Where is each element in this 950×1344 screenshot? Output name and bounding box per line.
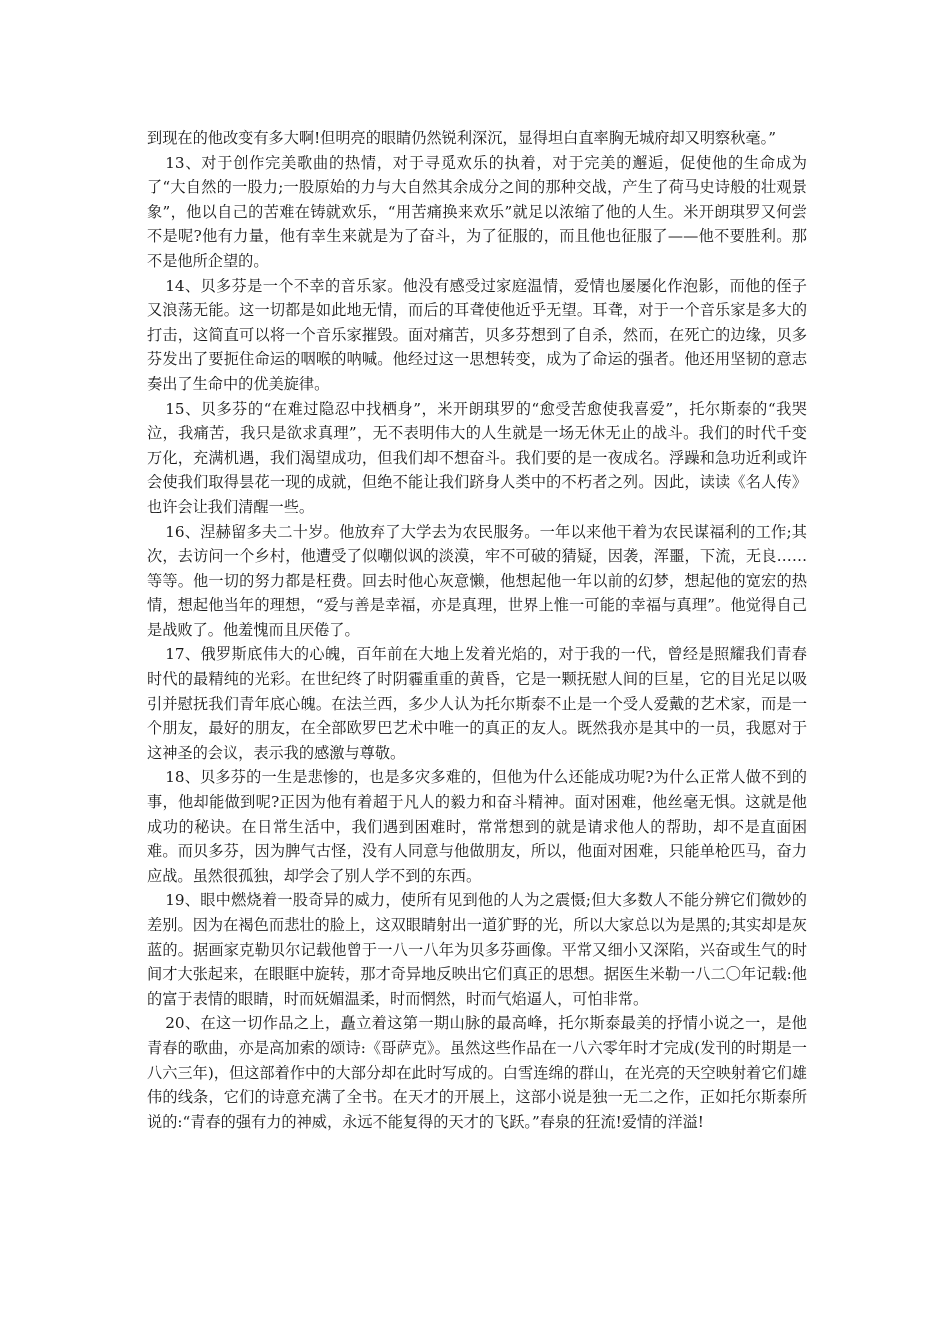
paragraph-16: 16、涅赫留多夫二十岁。他放弃了大学去为农民服务。一年以来他干着为农民谋福利的工作;其次，去访问一个乡村，他遭受了似嘲似讽的淡漠，牢不可破的猜疑，因袭，浑噩，下流，无良……等等。他一切的努力都是枉费。回去时他心灰意懒，他想起他一年以前的幻梦，想起他的宽宏的热情，想起他当年的理想，“爱与善是幸福，亦是真理，世界上惟一可能的幸福与真理”。他觉得自己是战败了。他羞愧而且厌倦了。 xyxy=(147,522,807,639)
paragraph-continuation: 到现在的他改变有多大啊!但明亮的眼睛仍然锐利深沉，显得坦白直率胸无城府却又明察秋毫。” xyxy=(147,129,776,147)
paragraph-14: 14、贝多芬是一个不幸的音乐家。他没有感受过家庭温情，爱情也屡屡化作泡影，而他的侄子又浪荡无能。这一切都是如此地无情，而后的耳聋使他近乎无望。耳聋，对于一个音乐家是多大的打击，这简直可以将一个音乐家摧毁。面对痛苦，贝多芬想到了自杀，然而，在死亡的边缘，贝多芬发出了要扼住命运的咽喉的呐喊。他经过这一思想转变，成为了命运的强者。他还用坚韧的意志奏出了生命中的优美旋律。 xyxy=(147,276,807,393)
paragraph-13: 13、对于创作完美歌曲的热情，对于寻觅欢乐的执着，对于完美的邂逅，促使他的生命成为了“大自然的一股力;一股原始的力与大自然其余成分之间的那种交战，产生了荷马史诗般的壮观景象”，他以自己的苦难在铸就欢乐，“用苦痛换来欢乐”就足以浓缩了他的人生。米开朗琪罗又何尝不是呢?他有力量，他有幸生来就是为了奋斗，为了征服的，而且他也征服了——他不要胜利。那不是他所企望的。 xyxy=(147,153,807,270)
paragraph-19: 19、眼中燃烧着一股奇异的威力，使所有见到他的人为之震慑;但大多数人不能分辨它们微妙的差别。因为在褐色而悲壮的脸上，这双眼睛射出一道犷野的光，所以大家总以为是黑的;其实却是灰蓝的。据画家克勒贝尔记载他曾于一八一八年为贝多芬画像。平常又细小又深陷，兴奋或生气的时间才大张起来，在眼眶中旋转，那才奇异地反映出它们真正的思想。据医生米勒一八二〇年记载:他的富于表情的眼睛，时而妩媚温柔，时而惘然，时而气焰逼人，可怕非常。 xyxy=(147,891,807,1008)
paragraph-17: 17、俄罗斯底伟大的心魄，百年前在大地上发着光焰的，对于我的一代，曾经是照耀我们青春时代的最精纯的光彩。在世纪终了时阴霾重重的黄昏，它是一颗抚慰人间的巨星，它的目光足以吸引并慰抚我们青年底心魄。在法兰西，多少人认为托尔斯泰不止是一个受人爱戴的艺术家，而是一个朋友，最好的朋友，在全部欧罗巴艺术中唯一的真正的友人。既然我亦是其中的一员，我愿对于这神圣的会议，表示我的感激与尊敬。 xyxy=(147,645,807,762)
paragraph-15: 15、贝多芬的“在难过隐忍中找栖身”，米开朗琪罗的“愈受苦愈使我喜爱”，托尔斯泰的“我哭泣，我痛苦，我只是欲求真理”，无不表明伟大的人生就是一场无休无止的战斗。我们的时代千变万化，充满机遇，我们渴望成功，但我们却不想奋斗。我们要的是一夜成名。浮躁和急功近利或许会使我们取得昙花一现的成就，但绝不能让我们跻身人类中的不朽者之列。因此，读读《名人传》也许会让我们清醒一些。 xyxy=(147,399,807,516)
paragraph-20: 20、在这一切作品之上，矗立着这第一期山脉的最高峰，托尔斯泰最美的抒情小说之一，是他青春的歌曲，亦是高加索的颂诗:《哥萨克》。虽然这些作品在一八六零年时才完成(发刊的时期是一八六三年)，但这部着作中的大部分却在此时写成的。白雪连绵的群山，在光亮的天空映射着它们雄伟的线条，它们的诗意充满了全书。在天才的开展上，这部小说是独一无二之作，正如托尔斯泰所说的:“青春的强有力的神威，永远不能复得的天才的飞跃。”春泉的狂流!爱情的洋溢! xyxy=(147,1014,807,1131)
document-body xyxy=(147,126,807,1134)
paragraph-18: 18、贝多芬的一生是悲惨的，也是多灾多难的，但他为什么还能成功呢?为什么正常人做不到的事，他却能做到呢?正因为他有着超于凡人的毅力和奋斗精神。面对困难，他丝毫无惧。这就是他成功的秘诀。在日常生活中，我们遇到困难时，常常想到的就是请求他人的帮助，却不是直面困难。而贝多芬，因为脾气古怪，没有人同意与他做朋友，所以，他面对困难，只能单枪匹马，奋力应战。虽然很孤独，却学会了别人学不到的东西。 xyxy=(147,768,807,885)
